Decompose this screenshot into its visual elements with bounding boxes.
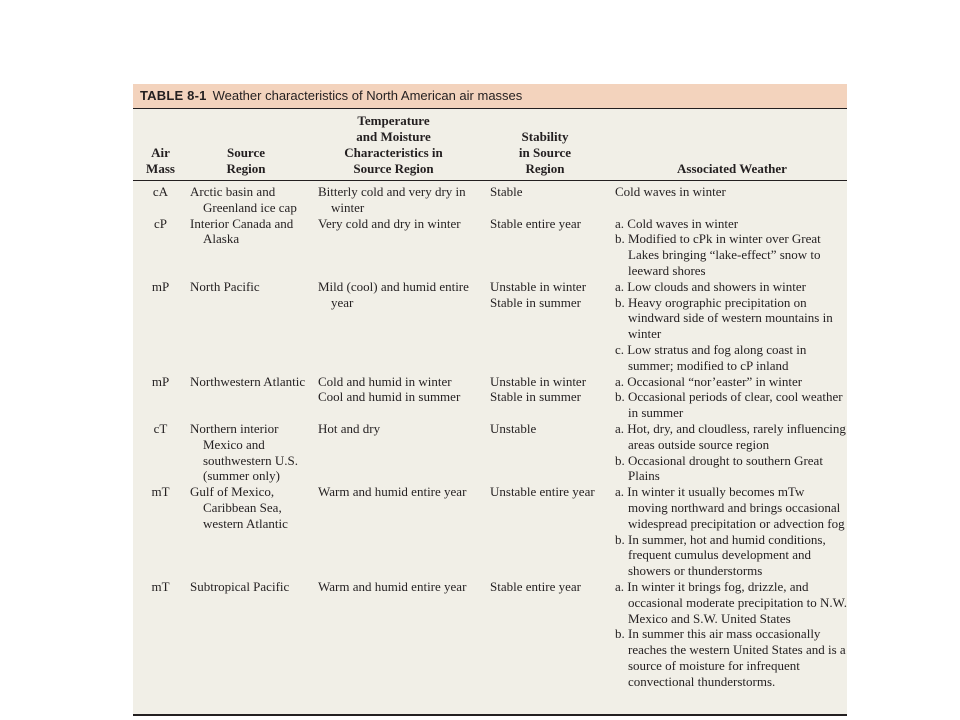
cell-source-region: Gulf of Mexico, Caribbean Sea, western Atlantic xyxy=(190,484,288,531)
table-caption xyxy=(133,84,847,108)
table-row xyxy=(133,421,847,484)
cell-stability: Stable in summer xyxy=(490,294,581,310)
cell-stability: Unstable entire year xyxy=(490,484,595,500)
table-row xyxy=(133,484,847,579)
cell-weather: Cold waves in winter xyxy=(615,184,726,199)
cell-weather-item: b. In summer, hot and humid conditions, frequent cumulus development and showers or thunderstorms xyxy=(615,531,826,579)
cell-air-mass: cT xyxy=(153,420,168,436)
cell-air-mass: cA xyxy=(152,184,169,199)
cell-air-mass: cP xyxy=(154,215,167,231)
header-associated-weather: Associated Weather xyxy=(677,161,787,176)
table-row xyxy=(133,216,847,279)
cell-source-region: Interior Canada and Alaska xyxy=(190,215,294,247)
table-row xyxy=(133,184,847,216)
cell-stability: Unstable in winter xyxy=(490,373,587,389)
header-air-mass: Air Mass xyxy=(146,145,175,176)
header-temperature-moisture: Temperature and Moisture Characteristics in Source Region xyxy=(344,113,443,176)
cell-stability: Stable in summer xyxy=(490,389,581,405)
bottom-rule xyxy=(133,714,847,716)
cell-weather-item: c. Low stratus and fog along coast in summer; modified to cP inland xyxy=(615,341,807,373)
cell-stability: Stable entire year xyxy=(490,215,581,231)
cell-temperature-moisture: Bitterly cold and very dry in winter xyxy=(318,184,466,215)
table-body xyxy=(133,181,847,690)
cell-weather-item: b. Heavy orographic precipitation on windward side of western mountains in winter xyxy=(615,294,833,342)
header-source-region: Source Region xyxy=(226,145,266,176)
cell-temperature-moisture: Hot and dry xyxy=(318,420,381,436)
table-number: TABLE 8-1 xyxy=(140,88,207,103)
cell-source-region: North Pacific xyxy=(190,278,260,294)
cell-source-region: Northern interior Mexico and southwestern U.S. (summer only) xyxy=(190,420,298,484)
cell-stability: Stable xyxy=(490,184,523,199)
cell-weather-item: b. Modified to cPk in winter over Great Lakes bringing “lake-effect” snow to leeward shores xyxy=(615,231,821,278)
cell-weather-item: b. Occasional periods of clear, cool weather in summer xyxy=(615,389,843,421)
cell-air-mass: mT xyxy=(151,484,170,500)
cell-weather-item: b. Occasional drought to southern Great Plains xyxy=(615,452,823,484)
cell-weather-item: a. Hot, dry, and cloudless, rarely influencing areas outside source region xyxy=(615,420,846,452)
cell-temperature-moisture: Warm and humid entire year xyxy=(318,578,467,594)
cell-source-region: Subtropical Pacific xyxy=(190,578,290,594)
cell-temperature-moisture: Cold and humid in winter Cool and humid in summer xyxy=(318,373,461,405)
cell-air-mass: mP xyxy=(151,278,170,294)
cell-source-region: Northwestern Atlantic xyxy=(190,373,306,389)
table-row xyxy=(133,279,847,374)
cell-temperature-moisture: Very cold and dry in winter xyxy=(318,215,461,231)
cell-weather-item: a. In winter it usually becomes mTw moving northward and brings occasional widespread precipitation or advection fog xyxy=(615,484,845,531)
header-stability: Stability in Source Region xyxy=(518,129,572,176)
cell-weather-item: a. In winter it brings fog, drizzle, and occasional moderate precipitation to N.W. Mexico and S.W. United States xyxy=(615,578,848,626)
cell-source-region: Arctic basin and Greenland ice cap xyxy=(190,184,297,215)
table-title: Weather characteristics of North American air masses xyxy=(212,88,523,103)
cell-stability: Unstable in winter xyxy=(490,278,587,294)
cell-stability: Unstable xyxy=(490,420,537,436)
cell-weather-item: b. In summer this air mass occasionally reaches the western United States and is a source of moisture for infrequent convectional thunderstorms. xyxy=(615,626,846,689)
cell-air-mass: mT xyxy=(151,578,170,594)
cell-weather-item: a. Cold waves in winter xyxy=(615,215,739,231)
cell-weather-item: a. Low clouds and showers in winter xyxy=(615,278,806,294)
air-mass-table xyxy=(133,84,847,716)
table-row xyxy=(133,374,847,421)
cell-stability: Stable entire year xyxy=(490,578,581,594)
cell-weather-item: a. Occasional “nor’easter” in winter xyxy=(615,373,803,389)
cell-temperature-moisture: Warm and humid entire year xyxy=(318,484,467,500)
table-row xyxy=(133,579,847,690)
cell-temperature-moisture: Mild (cool) and humid entire year xyxy=(318,278,469,310)
cell-air-mass: mP xyxy=(151,373,170,389)
column-headers xyxy=(133,109,847,180)
